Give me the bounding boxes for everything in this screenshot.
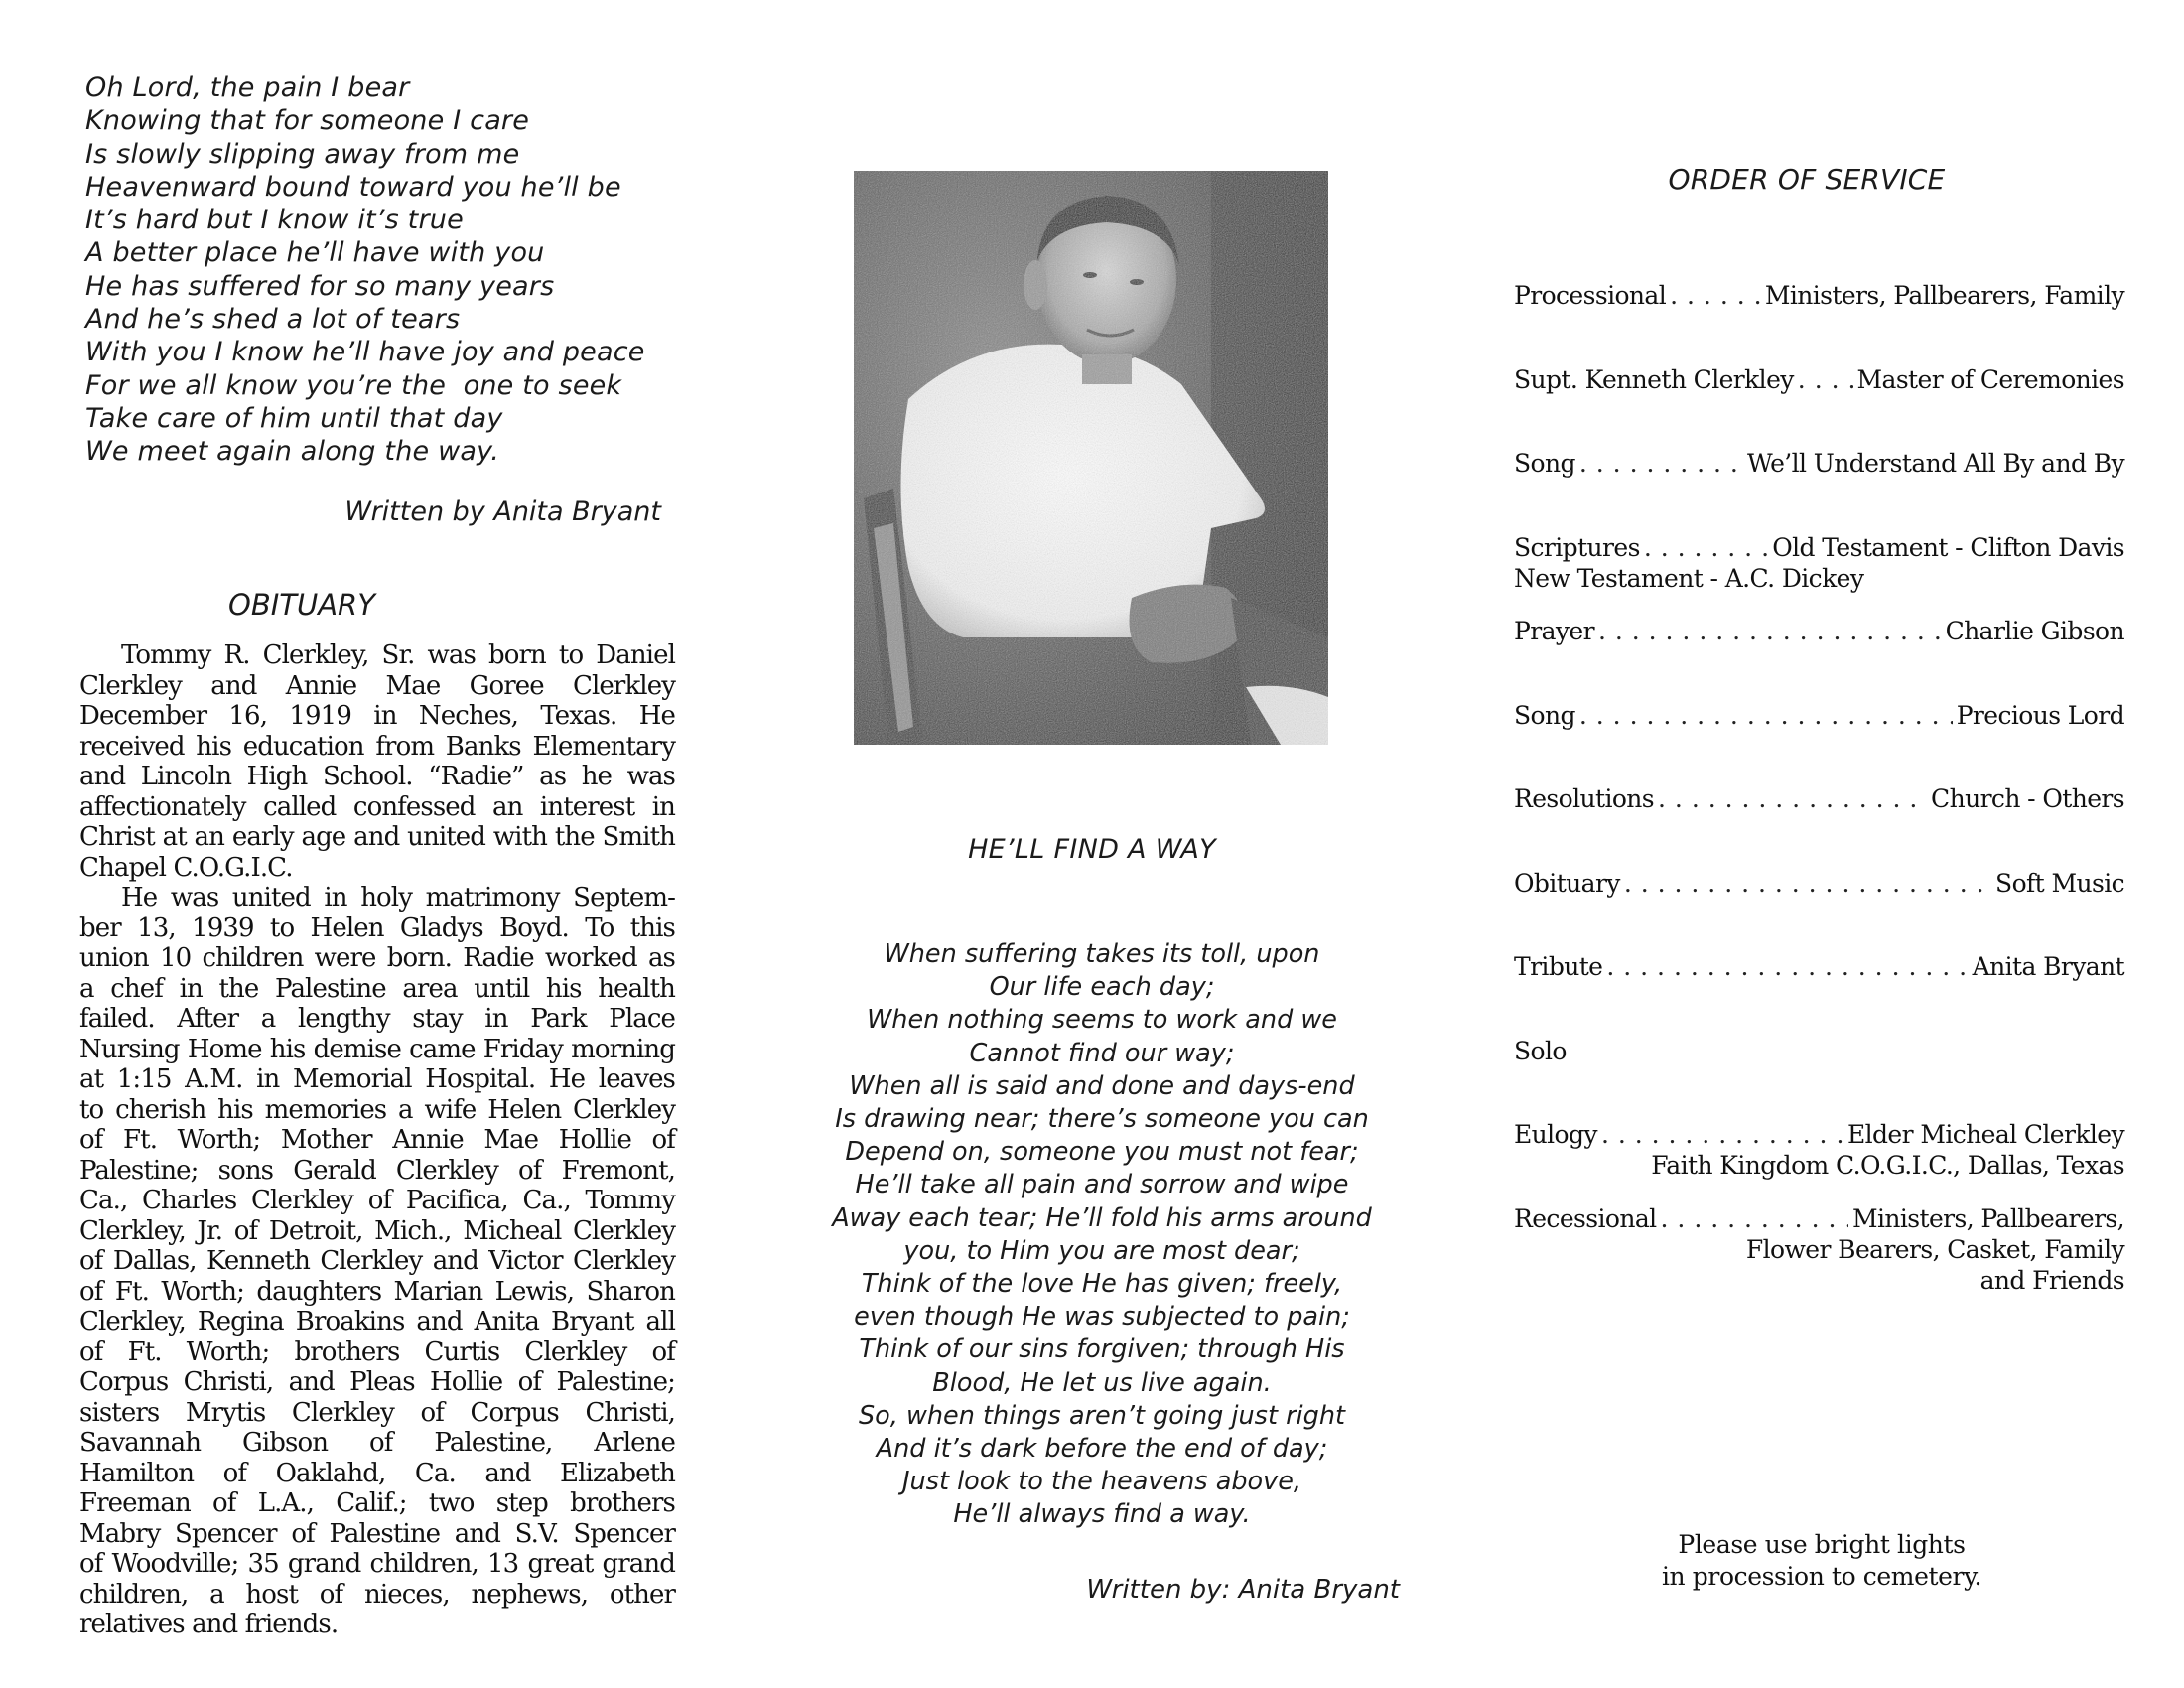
closing-note-line: in procession to cemetery. <box>1661 1562 1982 1591</box>
order-item-label: Song <box>1514 449 1575 478</box>
obituary-line: affectionately called confessed an interest in <box>79 791 675 822</box>
order-item-label: Scriptures <box>1514 532 1640 562</box>
order-item-label: Supt. Kenneth Clerkley <box>1514 364 1794 394</box>
obituary-paragraph-1 <box>79 640 675 883</box>
order-item-value: Soft Music <box>1995 868 2124 898</box>
order-item-value: Anita Bryant <box>1972 952 2124 981</box>
order-item-row <box>1514 280 2124 311</box>
poem-line: He’ll always find a way. <box>953 1499 1251 1530</box>
poem-line: Is drawing near; there’s someone you can <box>835 1104 1369 1135</box>
obituary-line: Clerkley, Regina Broakins and Anita Bryant all <box>79 1307 675 1336</box>
dot-leader <box>1661 1203 1848 1234</box>
obituary-line: Tommy R. Clerkley, Sr. was born to Daniel <box>121 640 675 670</box>
order-item-row <box>1514 700 2124 731</box>
order-item-row <box>1514 1036 2124 1066</box>
order-item-label: Eulogy <box>1514 1120 1597 1149</box>
order-item-label: Recessional <box>1514 1203 1657 1233</box>
order-item-row <box>1514 448 2124 479</box>
obituary-paragraph-2 <box>79 883 675 1640</box>
order-item-value: Charlie Gibson <box>1945 617 2124 645</box>
obituary-line: of Ft. Worth; brothers Curtis Clerkley of <box>79 1336 675 1367</box>
poem-line: Take care of him until that day <box>85 402 503 434</box>
poem-line: When suffering takes its toll, upon <box>884 939 1320 969</box>
order-item-row <box>1514 1203 2124 1234</box>
order-item <box>1514 1036 2124 1066</box>
order-item <box>1514 700 2124 731</box>
order-item-detail: Flower Bearers, Casket, Family <box>1745 1234 2124 1264</box>
order-item-row <box>1514 1119 2124 1150</box>
order-item-value: Church - Others <box>1931 784 2124 813</box>
poem-line: Cannot find our way; <box>969 1038 1235 1068</box>
poem-line: And it’s dark before the end of day; <box>876 1434 1328 1465</box>
dot-leader <box>1658 783 1927 814</box>
obituary-line: Ca., Charles Clerkley of Pacifica, Ca., Tommy <box>79 1186 675 1215</box>
obituary-line: children, a host of nieces, nephews, other <box>79 1579 675 1610</box>
poem-line: Think of our sins forgiven; through His <box>859 1335 1345 1365</box>
poem-line: Depend on, someone you must not fear; <box>845 1137 1359 1168</box>
portrait-photo <box>854 171 1328 745</box>
order-item-row <box>1514 616 2124 646</box>
tribute-poem <box>794 938 1410 1532</box>
obituary-line: Savannah Gibson of Palestine, Arlene <box>79 1428 675 1458</box>
obituary-line: a chef in the Palestine area until his health <box>79 973 675 1004</box>
dot-leader <box>1598 616 1942 646</box>
order-item <box>1514 364 2124 395</box>
poem-line: Just look to the heavens above, <box>902 1467 1301 1497</box>
poem-line: even though He was subjected to pain; <box>854 1302 1350 1333</box>
poem-line: Is slowly slipping away from me <box>85 138 520 170</box>
obituary-line: ber 13, 1939 to Helen Gladys Boyd. To this <box>79 913 675 943</box>
order-item <box>1514 1119 2124 1181</box>
dot-leader <box>1579 448 1743 479</box>
poem-line: you, to Him you are most dear; <box>903 1235 1300 1266</box>
portrait-image <box>854 171 1328 745</box>
order-item <box>1514 280 2124 311</box>
order-item-detail: New Testament - A.C. Dickey <box>1514 563 1864 593</box>
order-item <box>1514 783 2124 814</box>
poem-line: So, when things aren’t going just right <box>858 1400 1345 1431</box>
order-item-label: Solo <box>1514 1036 1567 1065</box>
order-item-row <box>1514 868 2124 899</box>
tribute-poem-title: HE’LL FIND A WAY <box>968 834 1216 865</box>
dot-leader <box>1579 700 1953 731</box>
dot-leader <box>1644 532 1768 563</box>
order-item <box>1514 868 2124 899</box>
obituary-line: Chapel C.O.G.I.C. <box>79 852 293 883</box>
order-item <box>1514 951 2124 982</box>
order-item-label: Tribute <box>1514 952 1603 981</box>
poem-line: Blood, He let us live again. <box>932 1367 1272 1398</box>
poem-line: When all is said and done and days-end <box>849 1070 1355 1101</box>
obituary-line: at 1:15 A.M. in Memorial Hospital. He leaves <box>79 1064 675 1094</box>
poem-line: He’ll take all pain and sorrow and wipe <box>855 1170 1349 1200</box>
obituary-line: Freeman of L.A., Calif.; two step brothers <box>79 1488 675 1518</box>
order-item-row <box>1514 364 2124 395</box>
obituary-heading: OBITUARY <box>228 588 375 622</box>
poem-line: Knowing that for someone I care <box>85 105 530 137</box>
poem-line: For we all know you’re the one to seek <box>85 369 622 401</box>
dot-leader <box>1606 951 1968 982</box>
poem-line: Our life each day; <box>989 972 1215 1003</box>
obituary-line: Palestine; sons Gerald Clerkley of Fremont, <box>79 1155 675 1186</box>
order-item-label: Processional <box>1514 281 1667 310</box>
memorial-poem <box>85 71 701 469</box>
obituary-line: Corpus Christi, and Pleas Hollie of Palestine; <box>79 1367 675 1397</box>
order-item <box>1514 448 2124 479</box>
obituary-line: relatives and friends. <box>79 1610 339 1639</box>
obituary-line: sisters Mrytis Clerkley of Corpus Christi, <box>79 1397 675 1428</box>
poem-line: Oh Lord, the pain I bear <box>85 72 410 103</box>
order-item-detail: Faith Kingdom C.O.G.I.C., Dallas, Texas <box>1651 1151 2124 1180</box>
order-item <box>1514 532 2124 594</box>
obituary-line: He was united in holy matrimony Septem- <box>121 883 675 913</box>
poem-line: With you I know he’ll have joy and peace <box>85 337 645 368</box>
order-item-row <box>1514 951 2124 982</box>
obituary-line: of Dallas, Kenneth Clerkley and Victor Clerkley <box>79 1246 675 1276</box>
poem-line: Heavenward bound toward you he’ll be <box>85 171 621 203</box>
order-item <box>1514 616 2124 646</box>
order-item-label: Obituary <box>1514 868 1620 898</box>
obituary-line: of Ft. Worth; Mother Annie Mae Hollie of <box>79 1125 675 1155</box>
closing-note <box>1628 1529 2015 1593</box>
obituary-line: received his education from Banks Elementary <box>79 731 675 762</box>
order-item-detail: and Friends <box>1979 1265 2124 1295</box>
order-item-value: Elder Micheal Clerkley <box>1846 1120 2124 1149</box>
order-item <box>1514 1203 2124 1296</box>
order-item-row <box>1514 532 2124 563</box>
memorial-poem-credit: Written by Anita Bryant <box>344 496 661 527</box>
obituary-line: Mabry Spencer of Palestine and S.V. Spencer <box>79 1518 675 1549</box>
order-item-value: Precious Lord <box>1956 700 2124 730</box>
poem-line: And he’s shed a lot of tears <box>85 304 461 336</box>
dot-leader <box>1624 868 1991 899</box>
obituary-line: December 16, 1919 in Neches, Texas. He <box>79 701 675 731</box>
order-item-label: Resolutions <box>1514 784 1655 813</box>
order-item-value: Ministers, Pallbearers, Family <box>1764 281 2124 310</box>
obituary-line: of Woodville; 35 grand children, 13 great grand <box>79 1549 675 1579</box>
obituary-line: of Ft. Worth; daughters Marian Lewis, Sharon <box>79 1276 675 1307</box>
tribute-poem-credit: Written by: Anita Bryant <box>1086 1575 1400 1605</box>
order-item-row <box>1514 783 2124 814</box>
order-item-value: Old Testament - Clifton Davis <box>1772 532 2124 562</box>
closing-note-line: Please use bright lights <box>1678 1530 1966 1559</box>
obituary-line: Hamilton of Oaklahd, Ca. and Elizabeth <box>79 1458 675 1488</box>
obituary-line: failed. After a lengthy stay in Park Place <box>79 1004 675 1034</box>
poem-line: Think of the love He has given; freely, <box>861 1269 1343 1300</box>
dot-leader <box>1798 364 1853 395</box>
obituary-line: Christ at an early age and united with the Smith <box>79 822 675 852</box>
poem-line: We meet again along the way. <box>85 436 499 468</box>
obituary-line: Clerkley and Annie Mae Goree Clerkley <box>79 670 675 701</box>
dot-leader <box>1601 1119 1843 1150</box>
order-item-value: Master of Ceremonies <box>1856 364 2124 394</box>
poem-line: When nothing seems to work and we <box>867 1005 1337 1036</box>
order-item-value: We’ll Understand All By and By <box>1747 449 2124 478</box>
poem-line: A better place he’ll have with you <box>85 237 545 269</box>
poem-line: Away each tear; He’ll fold his arms around <box>832 1202 1372 1233</box>
obituary-line: union 10 children were born. Radie worked as <box>79 943 675 973</box>
order-of-service-heading: ORDER OF SERVICE <box>1668 163 1946 196</box>
dot-leader <box>1670 280 1761 311</box>
obituary-line: Clerkley, Jr. of Detroit, Mich., Micheal Clerkley <box>79 1215 675 1246</box>
order-item-value: Ministers, Pallbearers, <box>1851 1203 2124 1233</box>
obituary-line: Nursing Home his demise came Friday morning <box>79 1034 675 1064</box>
poem-line: He has suffered for so many years <box>85 270 555 302</box>
obituary-line: to cherish his memories a wife Helen Clerkley <box>79 1094 675 1125</box>
obituary-body <box>79 640 675 1640</box>
order-item-label: Prayer <box>1514 617 1594 645</box>
order-item-label: Song <box>1514 700 1575 730</box>
poem-line: It’s hard but I know it’s true <box>85 205 464 236</box>
obituary-line: and Lincoln High School. “Radie” as he was <box>79 762 675 791</box>
